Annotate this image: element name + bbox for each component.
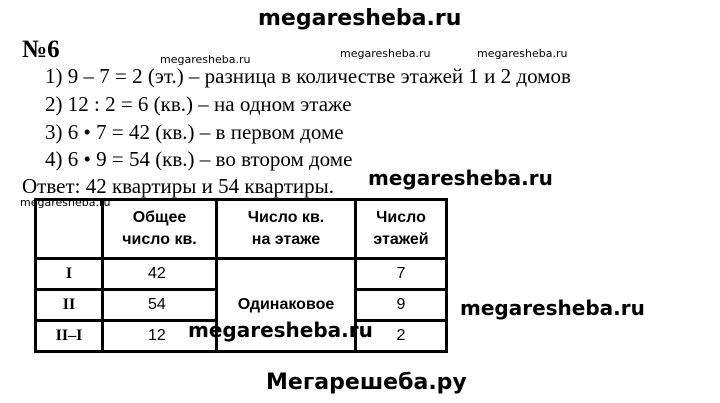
header-total-apartments: Общее число кв.: [103, 200, 217, 259]
solution-step-4: 4) 6 • 9 = 54 (кв.) – во втором доме: [45, 147, 353, 171]
floors-cell: 2: [356, 321, 447, 352]
header-floors: Число этажей: [356, 200, 447, 259]
total-cell: 42: [103, 259, 217, 290]
watermark-right: megaresheba.ru: [460, 296, 645, 320]
solution-step-1: 1) 9 – 7 = 2 (эт.) – разница в количестве этажей 1 и 2 домов: [45, 64, 571, 88]
watermark-small-4: megaresheba.ru: [20, 196, 111, 209]
floors-cell: 7: [356, 259, 447, 290]
solution-step-3: 3) 6 • 7 = 42 (кв.) – в первом доме: [45, 120, 344, 144]
task-number: №6: [22, 36, 60, 63]
row-label: II: [36, 290, 103, 321]
floors-cell: 9: [356, 290, 447, 321]
watermark-small-3: megaresheba.ru: [477, 47, 568, 60]
watermark-bottom: Мегарешеба.ру: [266, 370, 467, 395]
table-header-row: [36, 200, 447, 259]
header-cell-empty: [36, 200, 103, 259]
total-cell: 12: [103, 321, 217, 352]
watermark-small-2: megaresheba.ru: [340, 47, 431, 60]
answer-text: Ответ: 42 квартиры и 54 квартиры.: [22, 174, 335, 198]
solution-step-2: 2) 12 : 2 = 6 (кв.) – на одном этаже: [45, 92, 352, 116]
total-cell: 54: [103, 290, 217, 321]
watermark-top: megaresheba.ru: [258, 6, 462, 31]
header-apartments-per-floor: Число кв. на этаже: [217, 200, 356, 259]
watermark-table: megaresheba.ru: [188, 318, 373, 342]
table-row: [36, 259, 447, 290]
row-label: II–I: [36, 321, 103, 352]
per-floor-merged-cell: Одинаковое: [217, 259, 356, 352]
watermark-answer: megaresheba.ru: [368, 166, 553, 190]
row-label: I: [36, 259, 103, 290]
watermark-small-1: megaresheba.ru: [160, 53, 251, 66]
